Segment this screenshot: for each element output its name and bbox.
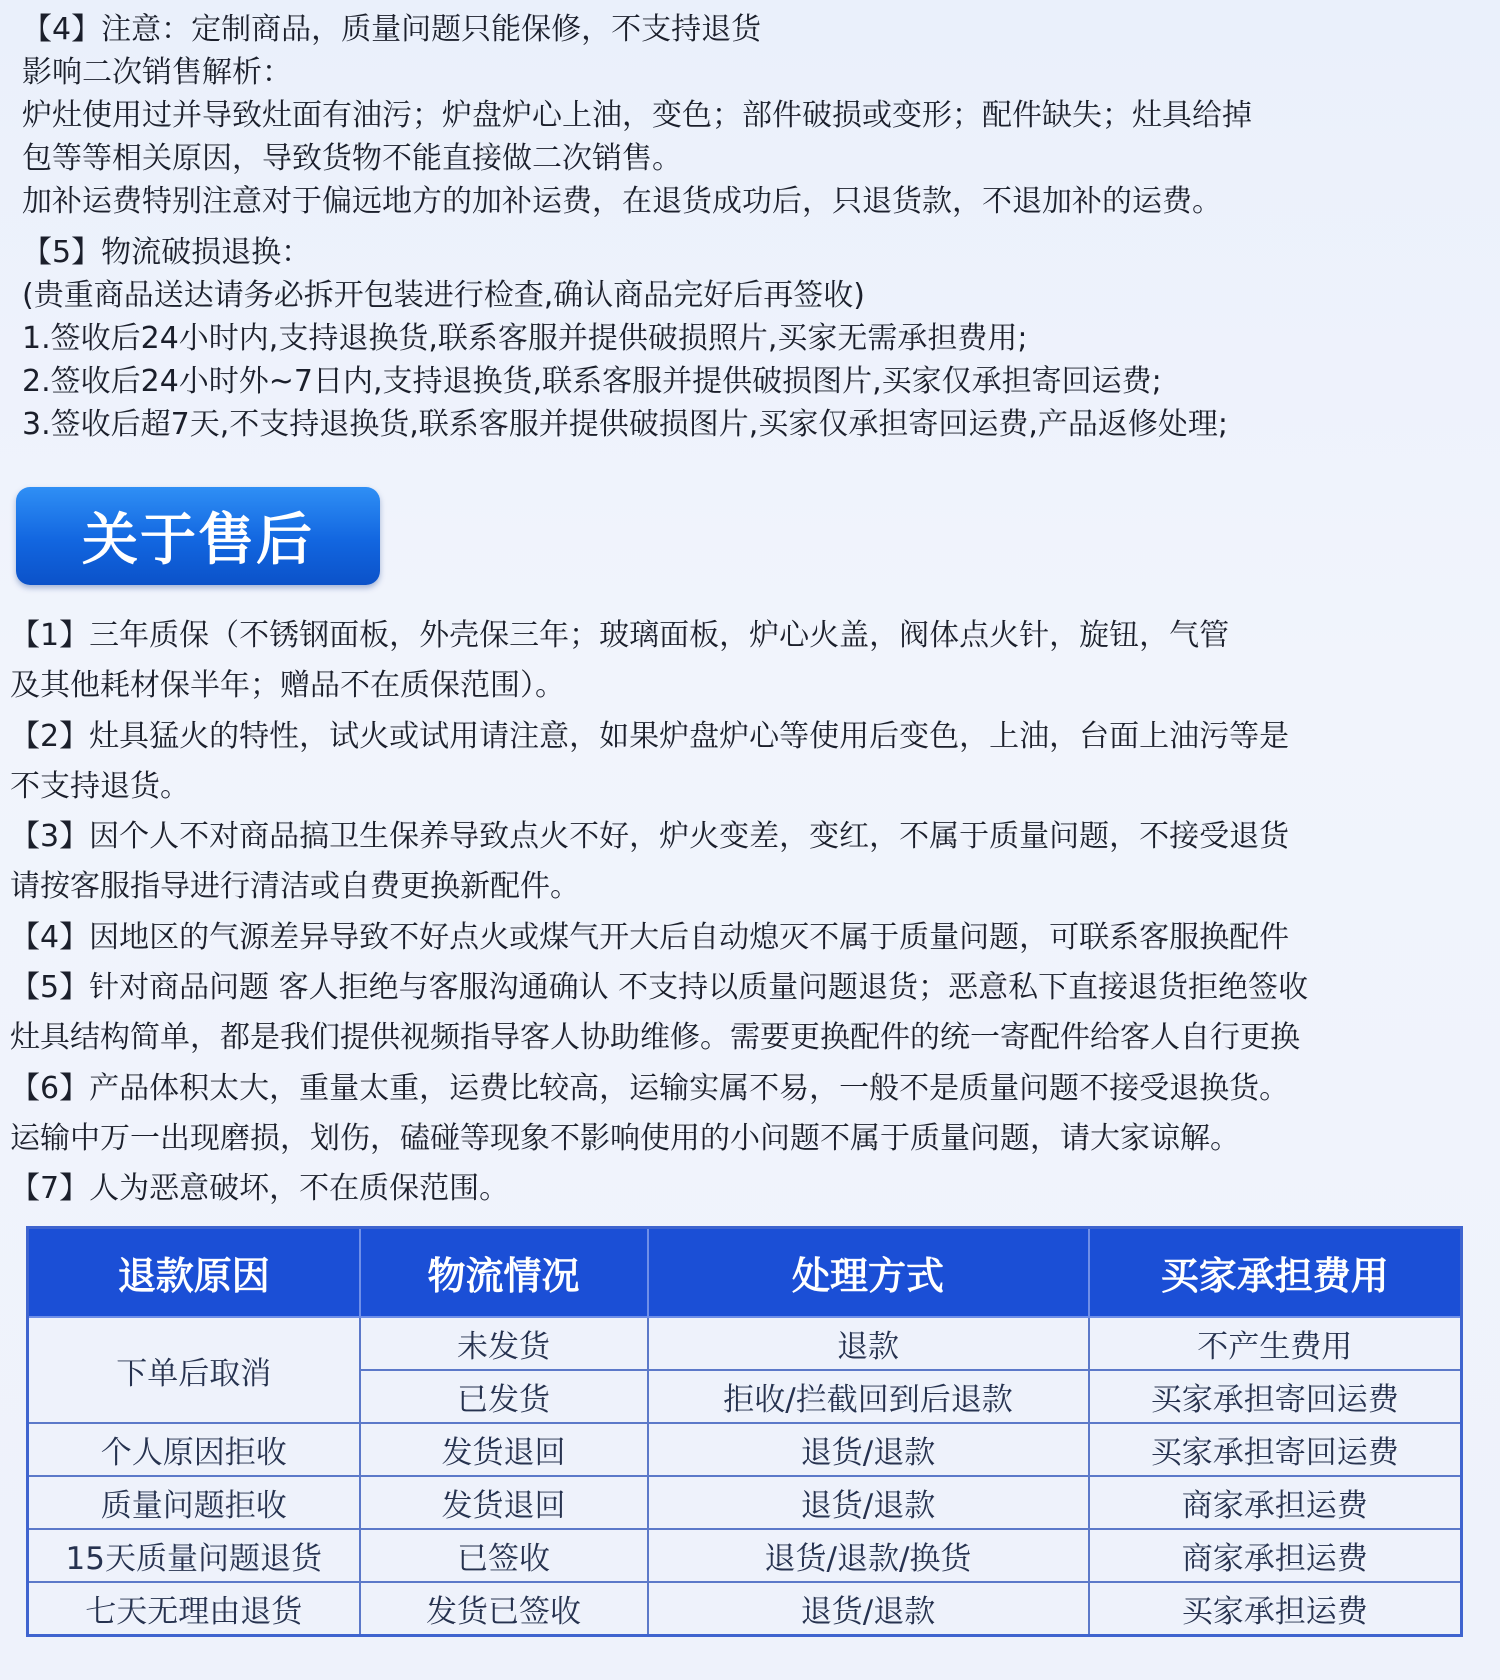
note-line: 2.签收后24小时外~7日内,支持退换货,联系客服并提供破损图片,买家仅承担寄回运费;	[22, 364, 1162, 399]
term-line: 【2】灶具猛火的特性，试火或试用请注意，如果炉盘炉心等使用后变色，上油，台面上油污等是	[10, 718, 1290, 754]
cell-reason: 七天无理由退货	[28, 1582, 360, 1636]
note-line: 3.签收后超7天,不支持退换货,联系客服并提供破损图片,买家仅承担寄回运费,产品返修处理;	[22, 407, 1228, 442]
term-line: 【3】因个人不对商品搞卫生保养导致点火不好，炉火变差，变红，不属于质量问题，不接受退货	[10, 819, 1290, 855]
header-refund-reason: 退款原因	[28, 1228, 360, 1318]
header-logistics: 物流情况	[360, 1228, 648, 1318]
note-line: 【5】物流破损退换：	[22, 235, 312, 270]
cell-handling: 退货/退款	[648, 1423, 1089, 1476]
cell-logistics: 已签收	[360, 1529, 648, 1582]
term-line: 【6】产品体积太大，重量太重，运费比较高，运输实属不易，一般不是质量问题不接受退换货。	[10, 1070, 1290, 1106]
after-sales-banner	[16, 487, 380, 585]
table-header-row	[28, 1228, 1462, 1318]
term-line: 请按客服指导进行清洁或自费更换新配件。	[10, 869, 580, 905]
cell-cost: 商家承担运费	[1089, 1476, 1462, 1529]
table-row	[28, 1317, 1462, 1370]
term-line: 不支持退货。	[10, 768, 190, 804]
cell-handling: 拒收/拦截回到后退款	[648, 1370, 1089, 1423]
note-line: 1.签收后24小时内,支持退换货,联系客服并提供破损照片,买家无需承担费用;	[22, 321, 1028, 356]
after-sales-title: 关于售后	[82, 508, 314, 573]
return-policy-notes	[22, 8, 1482, 446]
term-line: 及其他耗材保半年；赠品不在质保范围）。	[10, 668, 565, 704]
cell-handling: 退款	[648, 1317, 1089, 1370]
header-handling: 处理方式	[648, 1228, 1089, 1318]
cell-logistics: 未发货	[360, 1317, 648, 1370]
note-line: (贵重商品送达请务必拆开包装进行检查,确认商品完好后再签收)	[22, 278, 865, 313]
table-row	[28, 1529, 1462, 1582]
term-line: 【7】人为恶意破坏，不在质保范围。	[10, 1171, 510, 1207]
term-line: 【1】三年质保（不锈钢面板，外壳保三年；玻璃面板，炉心火盖，阀体点火针，旋钮，气管	[10, 618, 1230, 653]
cell-handling: 退货/退款	[648, 1582, 1089, 1636]
term-line: 【4】因地区的气源差异导致不好点火或煤气开大后自动熄灭不属于质量问题，可联系客服换配件	[10, 919, 1290, 955]
note-line: 包等等相关原因，导致货物不能直接做二次销售。	[22, 141, 682, 176]
cell-logistics: 发货已签收	[360, 1582, 648, 1636]
table-row	[28, 1582, 1462, 1636]
cell-reason: 下单后取消	[28, 1317, 360, 1423]
after-sales-terms	[10, 611, 1495, 1215]
note-line: 影响二次销售解析：	[22, 55, 292, 90]
cell-logistics: 发货退回	[360, 1423, 648, 1476]
cell-reason: 个人原因拒收	[28, 1423, 360, 1476]
note-line: 【4】注意：定制商品，质量问题只能保修，不支持退货	[22, 12, 762, 47]
term-line: 灶具结构简单，都是我们提供视频指导客人协助维修。需要更换配件的统一寄配件给客人自行更换	[10, 1020, 1300, 1056]
cell-cost: 商家承担运费	[1089, 1529, 1462, 1582]
term-line: 【5】针对商品问题 客人拒绝与客服沟通确认 不支持以质量问题退货；恶意私下直接退货拒绝签收	[10, 970, 1309, 1006]
refund-table	[26, 1226, 1463, 1637]
cell-logistics: 发货退回	[360, 1476, 648, 1529]
cell-reason: 质量问题拒收	[28, 1476, 360, 1529]
cell-cost: 不产生费用	[1089, 1317, 1462, 1370]
cell-handling: 退货/退款/换货	[648, 1529, 1089, 1582]
table-row	[28, 1476, 1462, 1529]
header-buyer-cost: 买家承担费用	[1089, 1228, 1462, 1318]
cell-cost: 买家承担寄回运费	[1089, 1370, 1462, 1423]
cell-cost: 买家承担寄回运费	[1089, 1423, 1462, 1476]
cell-handling: 退货/退款	[648, 1476, 1089, 1529]
term-line: 运输中万一出现磨损，划伤，磕碰等现象不影响使用的小问题不属于质量问题，请大家谅解。	[10, 1120, 1240, 1156]
cell-logistics: 已发货	[360, 1370, 648, 1423]
table-row	[28, 1423, 1462, 1476]
cell-cost: 买家承担运费	[1089, 1582, 1462, 1636]
note-line: 加补运费特别注意对于偏远地方的加补运费，在退货成功后，只退货款，不退加补的运费。	[22, 184, 1222, 219]
cell-reason: 15天质量问题退货	[28, 1529, 360, 1582]
note-line: 炉灶使用过并导致灶面有油污；炉盘炉心上油，变色；部件破损或变形；配件缺失；灶具给掉	[22, 98, 1252, 133]
